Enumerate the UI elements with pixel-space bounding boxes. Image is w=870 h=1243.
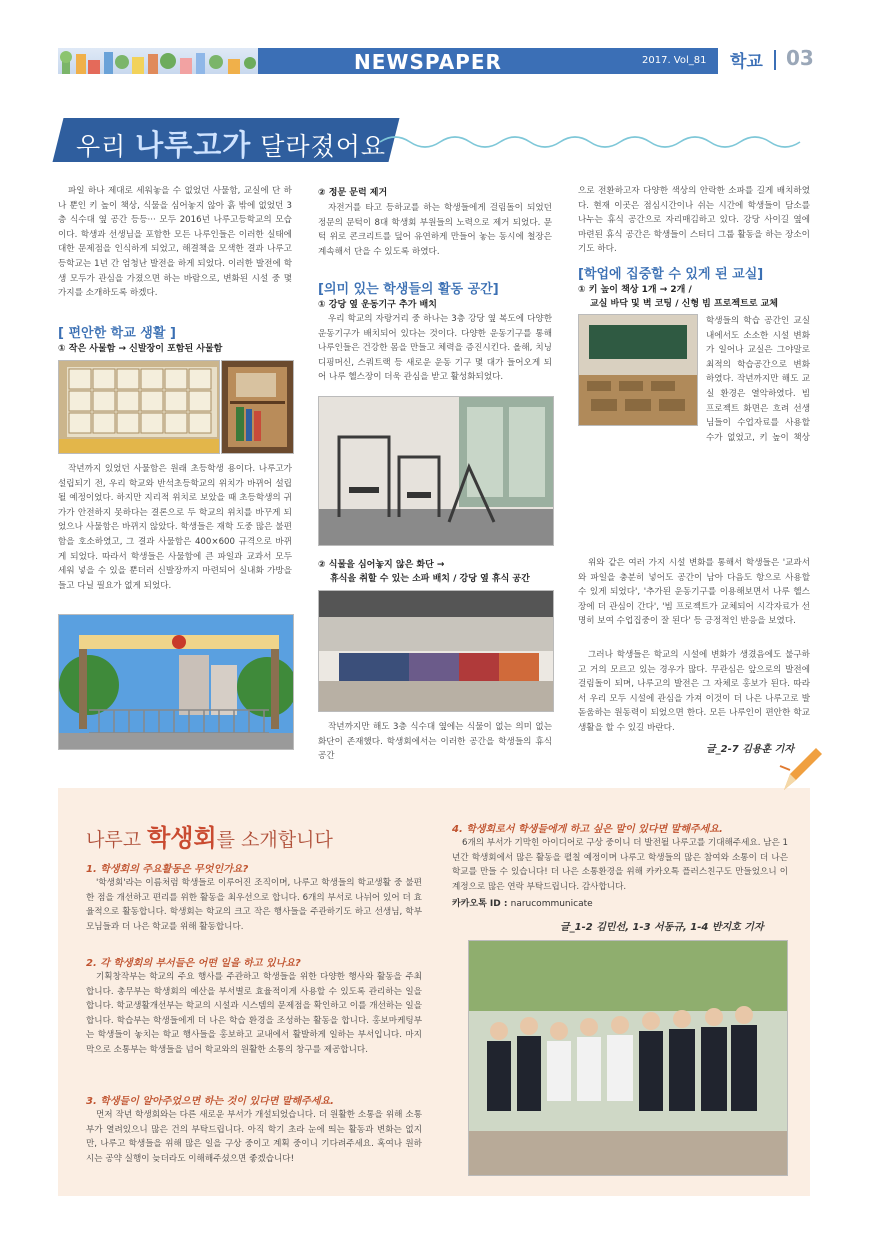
section-heading-classroom: [학업에 집중할 수 있게 된 교실]	[578, 267, 764, 282]
pencil-icon	[776, 748, 826, 798]
gym-illustration	[319, 397, 553, 545]
town-icon	[58, 48, 258, 74]
classroom-illustration	[579, 315, 697, 425]
masthead-title: NEWSPAPER	[354, 50, 502, 74]
page-number: 03	[786, 46, 814, 70]
headline-emphasis: 나루고가	[135, 128, 252, 162]
council-title-suffix: 를 소개합니다	[216, 829, 333, 851]
headline-prefix: 우리	[76, 132, 136, 161]
classroom-photo	[578, 314, 698, 426]
classroom-paragraph-wrap	[578, 440, 810, 546]
headline-suffix: 달라졌어요	[251, 132, 387, 161]
answer-2: 기획창작부는 학교의 주요 행사를 주관하고 학생들을 위한 다양한 행사와 활동을 주최합니다. 총무부는 학생회의 예산을 부서별로 효율적이게 사용할 수 있도록 관리하는 일을 합니다. 학교생활개선부는 학교의 시설과 시스템의 문제점을 확인하고 이를 개선하는 일을 합니다. 학습부는 학생들에게 더 나은 학습 환경을 조성하는 활동을 합니다. 홍보마케팅부는 학생들이 놓치는 학교 행사들을 홍보하고 교내에서 활발하게 일하는 부서입니다. 마지막으로 소통부는 학생들을 넘어 학교와의 원활한 소통의 창구를 제공합니다.	[86, 972, 422, 1055]
section-heading-comfort: [ 편안한 학교 생활 ]	[58, 326, 176, 341]
headline	[76, 123, 386, 164]
group-photo	[468, 940, 788, 1176]
gym-paragraph: 우리 학교의 자랑거리 중 하나는 3층 강당 옆 복도에 다양한 운동기구가 배치되어 있다는 것이다. 다양한 운동기구를 통해 나루인들은 건강한 몸을 만들고 체력을 증진시킨다. 올해, 치닝디핑머신, 스쿼트랙 등 새로운 운동 기구 몇 대가 들어오게 되어 나루 헬스장이 더욱 관심을 받고 활성화되었다.	[318, 314, 552, 383]
question-1: 1. 학생회의 주요활동은 무엇인가요?	[86, 864, 249, 875]
locker-inside-photo	[221, 360, 294, 454]
intro-paragraph: 파일 하나 제대로 세워놓을 수 없었던 사물함, 교실에 단 하나 뿐인 키 높이 책상, 식물을 심어놓지 않아 흙 밖에 없었던 3층 식수대 옆 공간 등등··· 모두 2016년 나루고등학교의 모습이다. 학생과 선생님을 포함한 모든 나루인들은 이러한 실태에 대한 문제점을 인식하게 되었고, 해결책을 모색한 결과 나루고등학교는 1년 간 엄청난 발전을 하게 되었다. 이러한 발전에 학생 모두가 관심을 가졌으면 하는 바람으로, 변화된 시설 중 몇 가지를 소개하도록 하겠다.	[58, 186, 292, 299]
subheading-sofa-b: 휴식을 취할 수 있는 소파 배치 / 강당 옆 휴식 공간	[330, 574, 530, 584]
subheading-gate: ② 정문 문럭 제거	[318, 188, 388, 198]
sofa-paragraph-continued: 으로 전환하고자 다양한 색상의 안락한 소파를 길게 배치하였다. 현재 이곳은 점심시간이나 쉬는 시간에 학생들이 담소를 나누는 휴식 공간으로 자리매김하고 있다. 강당 사이길 옆에 마련된 휴식 공간은 학생들이 스터디 그룹 활동을 하는 장소이기도 하다.	[578, 186, 810, 255]
lockers-photo	[58, 360, 220, 454]
section-name: 학교	[730, 52, 763, 72]
header-bar	[58, 48, 718, 74]
group-illustration	[469, 941, 787, 1175]
lockers-illustration	[59, 361, 219, 453]
subheading-lockers: ① 작은 사물함 → 신발장이 포함된 사물함	[58, 344, 223, 354]
conclusion-paragraph: 그러나 학생들은 학교의 시설에 변화가 생겼음에도 불구하고 거의 모르고 있는 경우가 많다. 무관심은 앞으로의 발전에 걸림돌이 되며, 나루고의 발전은 그 자체로 홍보가 된다. 따라서 우리 모두 시설에 관심을 가져 이것이 더 나은 나루고로 발돋움하는 원동력이 되었으면 한다. 모든 나루인이 편안한 학교생활을 할 수 있길 바란다.	[578, 650, 810, 733]
classroom-paragraph-top	[706, 314, 810, 444]
sofa-photo	[318, 590, 554, 712]
gate-illustration	[59, 615, 293, 749]
sofa-paragraph: 작년까지만 해도 3층 식수대 옆에는 식물이 없는 의미 없는 화단이 존재했다. 학생회에서는 이러한 공간을 학생들의 휴식 공간	[318, 722, 552, 762]
council-title-prefix: 나루고	[86, 829, 148, 851]
kakao-label: 카카오톡 ID :	[452, 899, 511, 909]
gate-photo	[58, 614, 294, 750]
subheading-sofa-a: ② 식물을 심어놓지 않은 화단 →	[318, 560, 445, 570]
wave-decoration	[380, 132, 810, 152]
question-3: 3. 학생들이 알아주었으면 하는 것이 있다면 말해주세요.	[86, 1096, 334, 1107]
subheading-gym: ① 강당 옆 운동기구 추가 배치	[318, 300, 437, 310]
sofa-illustration	[319, 591, 553, 711]
town-illustration	[58, 48, 258, 74]
header-divider	[774, 50, 776, 70]
answer-1: '학생회'라는 이름처럼 학생들로 이루어진 조직이며, 나루고 학생들의 학교생활 중 불편한 점을 개선하고 편리를 위한 활동을 최우선으로 합니다. 6개의 부서로 나뉘어 있어 더 효율적으로 활동합니다. 학생회는 학교의 크고 작은 행사들을 주관하기도 하고 선생님, 학부모님들과 더 나은 학교를 위해 활동합니다.	[86, 878, 422, 932]
answer-4: 6개의 부서가 기막힌 아이디어로 구상 중이니 더 발전될 나루고를 기대해주세요. 남은 1년간 학생회에서 많은 활동을 펼칠 예정이며 나루고 학생들의 많은 참여와 소통이 더 나은 학교를 만들 수 있습니다! 더 나은 소통환경을 위해 카카오톡 플러스친구도 만들었으니 이 계정으로 많은 연락 부탁드립니다. 감사합니다.	[452, 838, 788, 892]
section-heading-activity: [의미 있는 학생들의 활동 공간]	[318, 282, 499, 297]
locker-inside-illustration	[222, 361, 293, 453]
council-title-emphasis: 학생회	[147, 824, 217, 852]
council-byline: 글_1-2 김민선, 1-3 서동규, 1-4 반지호 기자	[560, 922, 764, 933]
subheading-desk: ① 키 높이 책상 1개 → 2개 /	[578, 285, 692, 295]
question-2: 2. 각 학생회의 부서들은 어떤 일을 하고 있나요?	[86, 958, 301, 969]
classroom-paragraph: 학생들의 학습 공간인 교실 내에서도 소소한 시설 변화가 일어나 교실은 그야말로 최적의 학습공간으로 변화하였다. 작년까지만 해도 교실 환경은 열악하였다. 빔 프로젝트 화면은 흐려 선생님들이 수업자료를 사용할 수가 없었고, 키 높이 책상	[706, 316, 810, 443]
lockers-paragraph: 작년까지 있었던 사물함은 원래 초등학생 용이다. 나루고가 설립되기 전, 우리 학교와 반석초등학교의 위치가 바뀌어 설립될 예정이었다. 하지만 지리적 위치로 보았을 때 초등학생의 귀가가 안전하지 못하다는 결론으로 두 학교의 위치를 바꾸게 되었으나 사물함은 바뀌지 않았다. 학생들은 재학 도중 많은 불편함을 호소하였고, 그 결과 사물함은 400×600 규격으로 바뀌게 되었다. 따라서 학생들은 사물함에 큰 파일과 교과서 모두 세워 넣을 수 있을 뿐더러 신발장까지 마련되어 실내화 가방을 들고 다닐 필요가 없게 되었다.	[58, 464, 292, 591]
answer-3: 먼저 작년 학생회와는 다른 새로운 부서가 개설되었습니다. 더 원활한 소통을 위해 소통부가 열려있으니 많은 건의 부탁드립니다. 아직 학기 초라 눈에 띄는 활동과 변화는 없지만, 나루고 학생들을 위해 많은 일을 구상 중이고 계획 중이니 기다려주세요. 혹여나 원하시는 공약 실행이 늦더라도 이해해주셨으면 좋겠습니다!	[86, 1110, 422, 1164]
issue-volume: 2017. Vol_81	[642, 55, 707, 66]
gym-photo	[318, 396, 554, 546]
reaction-paragraph: 위와 같은 여러 가지 시설 변화를 통해서 학생들은 '교과서와 파일을 충분히 넣어도 공간이 남아 다음도 항으로 사용할 수 있게 되었다', '추가된 운동기구를 이용해보면서 나루 헬스장에 더 관심이 간다', '빔 프로젝트가 교체되어 시각자료가 선명히 보여 수업집중이 잘 된다' 등 긍정적인 반응을 보였다.	[578, 558, 810, 627]
council-title	[86, 818, 333, 853]
kakao-line	[452, 896, 593, 909]
question-4: 4. 학생회로서 학생들에게 하고 싶은 말이 있다면 말해주세요.	[452, 824, 723, 835]
subheading-desk-b: 교실 바닥 및 벽 코팅 / 신형 빔 프로젝트로 교체	[590, 299, 778, 309]
gate-paragraph: 자전거를 타고 등하교를 하는 학생들에게 걸림돌이 되었던 정문의 문턱이 8대 학생회 부원들의 노력으로 제거 되었다. 문턱 위로 콘크리트를 덮어 유연하게 만들어 놓는 동시에 철장은 계속해서 단을 수 있도록 하였다.	[318, 203, 552, 257]
article-byline: 글_2-7 김용훈 기자	[706, 744, 794, 755]
kakao-id: narucommunicate	[510, 899, 593, 909]
